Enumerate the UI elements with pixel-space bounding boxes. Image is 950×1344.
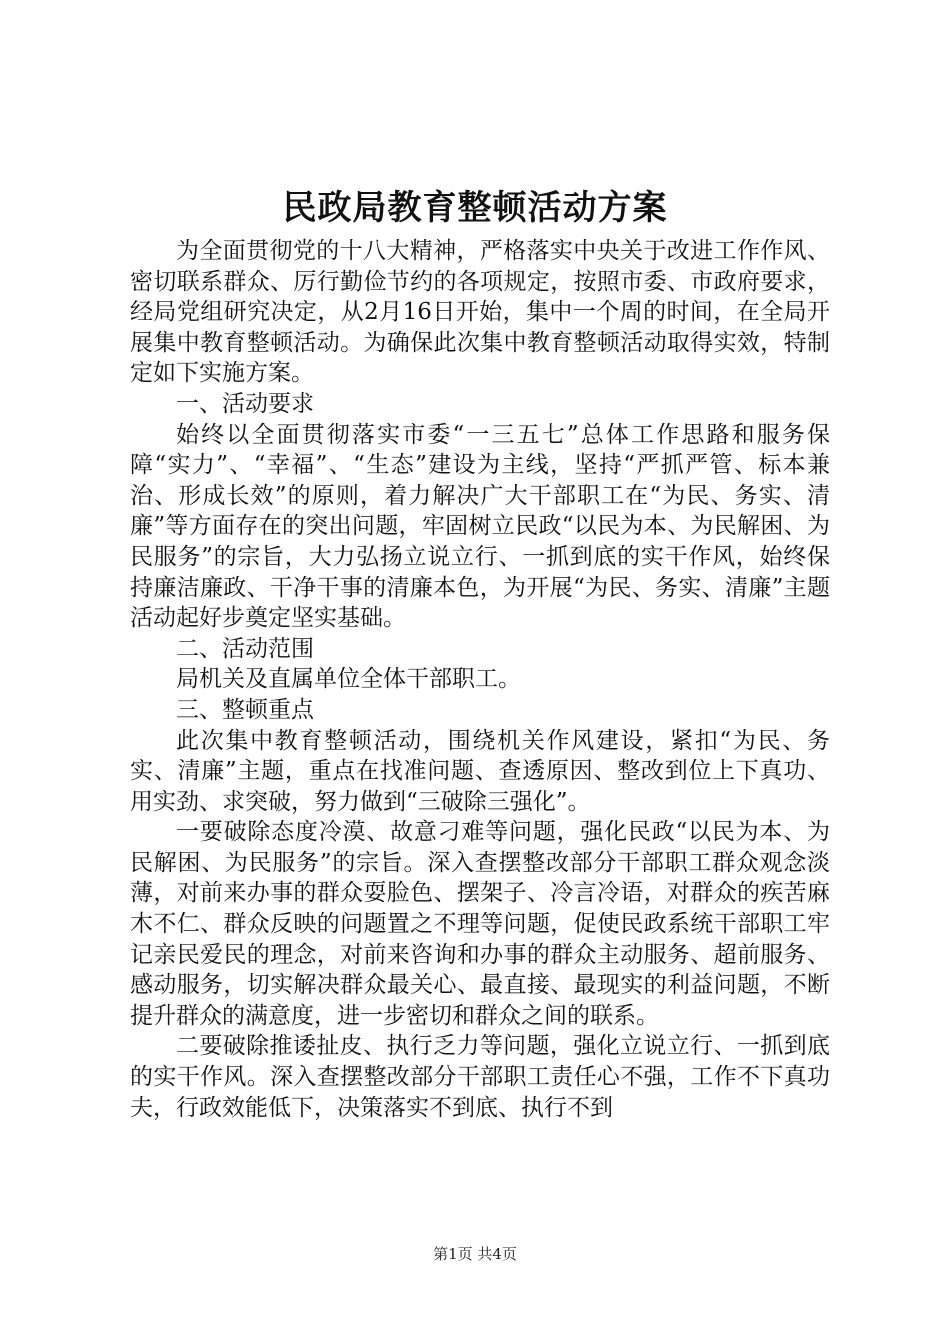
page-footer: 第1页 共4页 bbox=[433, 1245, 517, 1263]
intro-paragraph: 为全面贯彻党的十八大精神，严格落实中央关于改进工作作风、密切联系群众、厉行勤俭节约的各项规定，按照市委、市政府要求，经局党组研究决定，从2月16日开始，集中一个周的时间，在全局开展集中教育整顿活动。为确保此次集中教育整顿活动取得实效，特制定如下实施方案。 bbox=[130, 238, 830, 387]
requirements-paragraph: 始终以全面贯彻落实市委“一三五七”总体工作思路和服务保障“实力”、“幸福”、“生态”建设为主线，坚持“严抓严管、标本兼治、形成长效”的原则，着力解决广大干部职工在“为民、务实、清廉”等方面存在的突出问题，牢固树立民政“以民为本、为民解困、为民服务”的宗旨，大力弘扬立说立行、一抓到底的实干作风，始终保持廉洁廉政、干净干事的清廉本色，为开展“为民、务实、清廉”主题活动起好步奠定坚实基础。 bbox=[130, 421, 830, 632]
focus-item-1-paragraph: 一要破除态度冷漠、故意刁难等问题，强化民政“以民为本、为民解困、为民服务”的宗旨。深入查摆整改部分干部职工群众观念淡薄，对前来办事的群众耍脸色、摆架子、冷言冷语，对群众的疾苦麻木不仁、群众反映的问题置之不理等问题，促使民政系统干部职工牢记亲民爱民的理念，对前来咨询和办事的群众主动服务、超前服务、感动服务，切实解决群众最关心、最直接、最现实的利益问题，不断提升群众的满意度，进一步密切和群众之间的联系。 bbox=[130, 819, 830, 1029]
section-heading-requirements: 一、活动要求 bbox=[176, 390, 314, 417]
document-title: 民政局教育整顿活动方案 bbox=[282, 188, 668, 228]
focus-paragraph: 此次集中教育整顿活动，围绕机关作风建设，紧扣“为民、务实、清廉”主题，重点在找准问题、查透原因、整改到位上下真功、用实劲、求突破，努力做到“三破除三强化”。 bbox=[130, 727, 830, 815]
scope-paragraph: 局机关及直属单位全体干部职工。 bbox=[176, 666, 521, 693]
section-heading-focus: 三、整顿重点 bbox=[176, 696, 314, 723]
document-body bbox=[130, 236, 830, 1123]
focus-item-2-paragraph: 二要破除推诿扯皮、执行乏力等问题，强化立说立行、一抓到底的实干作风。深入查摆整改部分干部职工责任心不强，工作不下真功夫，行政效能低下，决策落实不到底、执行不到 bbox=[130, 1033, 830, 1121]
section-heading-scope: 二、活动范围 bbox=[176, 635, 314, 662]
